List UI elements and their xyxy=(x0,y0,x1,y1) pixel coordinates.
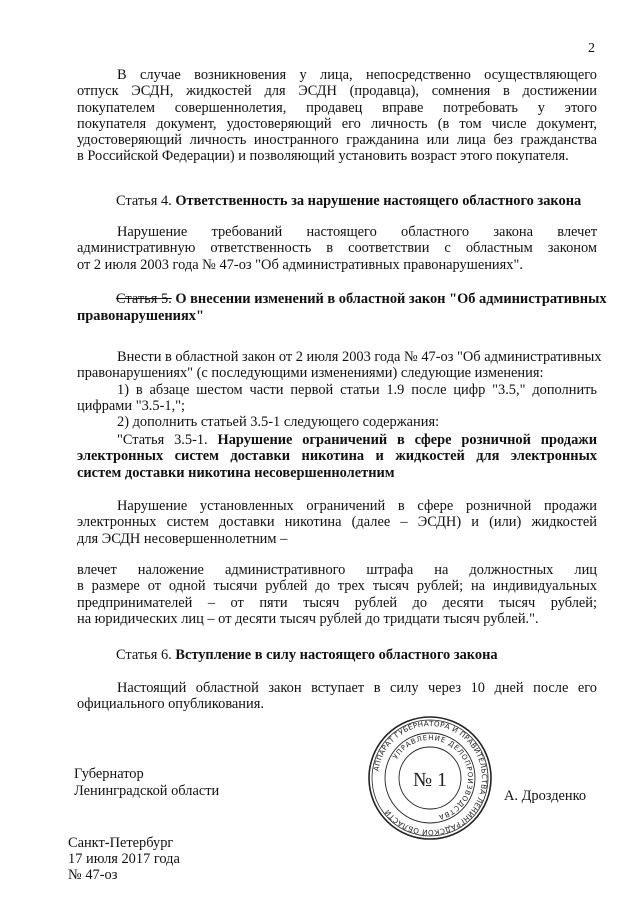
text-line: электронных систем доставки никотина (далее – ЭСДН) и (или) жидкостей xyxy=(77,514,597,531)
text-line: от 2 июля 2003 года № 47-оз "Об административных правонарушениях". xyxy=(77,256,523,273)
article-5-title-line1: О внесении изменений в областной закон "Об административных xyxy=(175,291,607,307)
article-5-label: Статья 5. xyxy=(116,291,172,307)
text-line: Внести в областной закон от 2 июля 2003 года № 47-оз "Об административных xyxy=(117,349,602,365)
seal-inner-ring-text: УПРАВЛЕНИЕ ДЕЛОПРОИЗВОДСТВА xyxy=(391,733,475,822)
text-line: Настоящий областной закон вступает в силу через 10 дней после его xyxy=(117,680,597,696)
seal-number: № 1 xyxy=(412,769,448,791)
footer-date: 17 июля 2017 года xyxy=(68,851,180,867)
new-article-body-1 xyxy=(77,498,597,547)
new-article-prefix: "Статья 3.5-1. xyxy=(117,432,208,448)
text-line: цифрами "3.5-1,"; xyxy=(77,397,186,414)
text-line: 1) в абзаце шестом части первой статьи 1.9 после цифр "3.5," дополнить xyxy=(117,381,597,398)
article-6-title: Вступление в силу настоящего областного закона xyxy=(175,647,498,663)
footer-city: Санкт-Петербург xyxy=(68,835,174,851)
article-4-title: Ответственность за нарушение настоящего областного закона xyxy=(175,193,582,209)
text-line: покупателем совершеннолетия, продавец вправе потребовать у этого xyxy=(77,99,597,116)
new-article-body-2 xyxy=(77,562,597,627)
text-line: в Российской Федерации) и позволяющий установить возраст этого покупателя. xyxy=(77,148,569,165)
article-4-heading xyxy=(116,193,581,209)
text-line: отпуск ЭСДН, жидкостей для ЭСДН (продавца), сомнения в достижении xyxy=(77,83,597,100)
article-6-heading xyxy=(116,647,498,663)
article-6-label: Статья 6. xyxy=(116,647,172,663)
new-article-title-line1: Нарушение ограничений в сфере розничной продажи xyxy=(217,432,597,448)
article-5-title-line2: правонарушениях" xyxy=(77,308,204,324)
text-line: официального опубликования. xyxy=(77,696,264,713)
text-line: на юридических лиц – от десяти тысяч рублей до тридцати тысяч рублей.". xyxy=(77,610,539,627)
text-line: Нарушение требований настоящего областного закона влечет xyxy=(117,224,597,240)
footer-law-number: № 47-оз xyxy=(68,867,118,883)
article-6-body xyxy=(77,680,597,713)
new-article-title xyxy=(77,432,597,481)
text-line xyxy=(77,432,597,448)
signature-position-line2: Ленинградской области xyxy=(74,783,220,799)
text-line: Нарушение установленных ограничений в сфере розничной продажи xyxy=(117,498,597,514)
article-5-body xyxy=(77,349,602,431)
text-line: покупателя документ, удостоверяющий его личность (в том числе документ, xyxy=(77,115,597,132)
signature-position-line1: Губернатор xyxy=(74,766,144,782)
text-line: административную ответственность в соответствии с областным законом xyxy=(77,240,597,257)
official-seal xyxy=(366,714,494,842)
new-article-title-line2: электронных систем доставки никотина и жидкостей для электронных xyxy=(77,448,597,465)
page-number: 2 xyxy=(588,41,595,56)
text-line: в размере от одной тысячи рублей до трех тысяч рублей; на индивидуальных xyxy=(77,578,597,595)
article-4-label: Статья 4. xyxy=(116,193,172,209)
text-line: 2) дополнить статьей 3.5-1 следующего содержания: xyxy=(117,414,440,431)
text-line: влечет наложение административного штрафа на должностных лиц xyxy=(77,562,597,578)
text-line: В случае возникновения у лица, непосредственно осуществляющего xyxy=(117,67,597,83)
text-line: правонарушениях" (с последующими изменениями) следующие изменения: xyxy=(77,365,544,382)
article-5-heading xyxy=(116,291,607,307)
text-line: для ЭСДН несовершеннолетним – xyxy=(77,530,288,547)
new-article-title-line3: систем доставки никотина несовершеннолетним xyxy=(77,464,395,481)
paragraph-age-verification xyxy=(77,67,597,165)
signatory-name: А. Дрозденко xyxy=(504,788,587,804)
article-4-body xyxy=(77,224,597,273)
text-line: предпринимателей – от пяти тысяч рублей до десяти тысяч рублей; xyxy=(77,594,597,611)
seal-outer-ring-text: АППАРАТ ГУБЕРНАТОРА И ПРАВИТЕЛЬСТВА ЛЕНИНГРАДСКОЙ ОБЛАСТИ xyxy=(371,718,490,838)
text-line: удостоверяющий личность иностранного гражданина или лица без гражданства xyxy=(77,132,597,149)
